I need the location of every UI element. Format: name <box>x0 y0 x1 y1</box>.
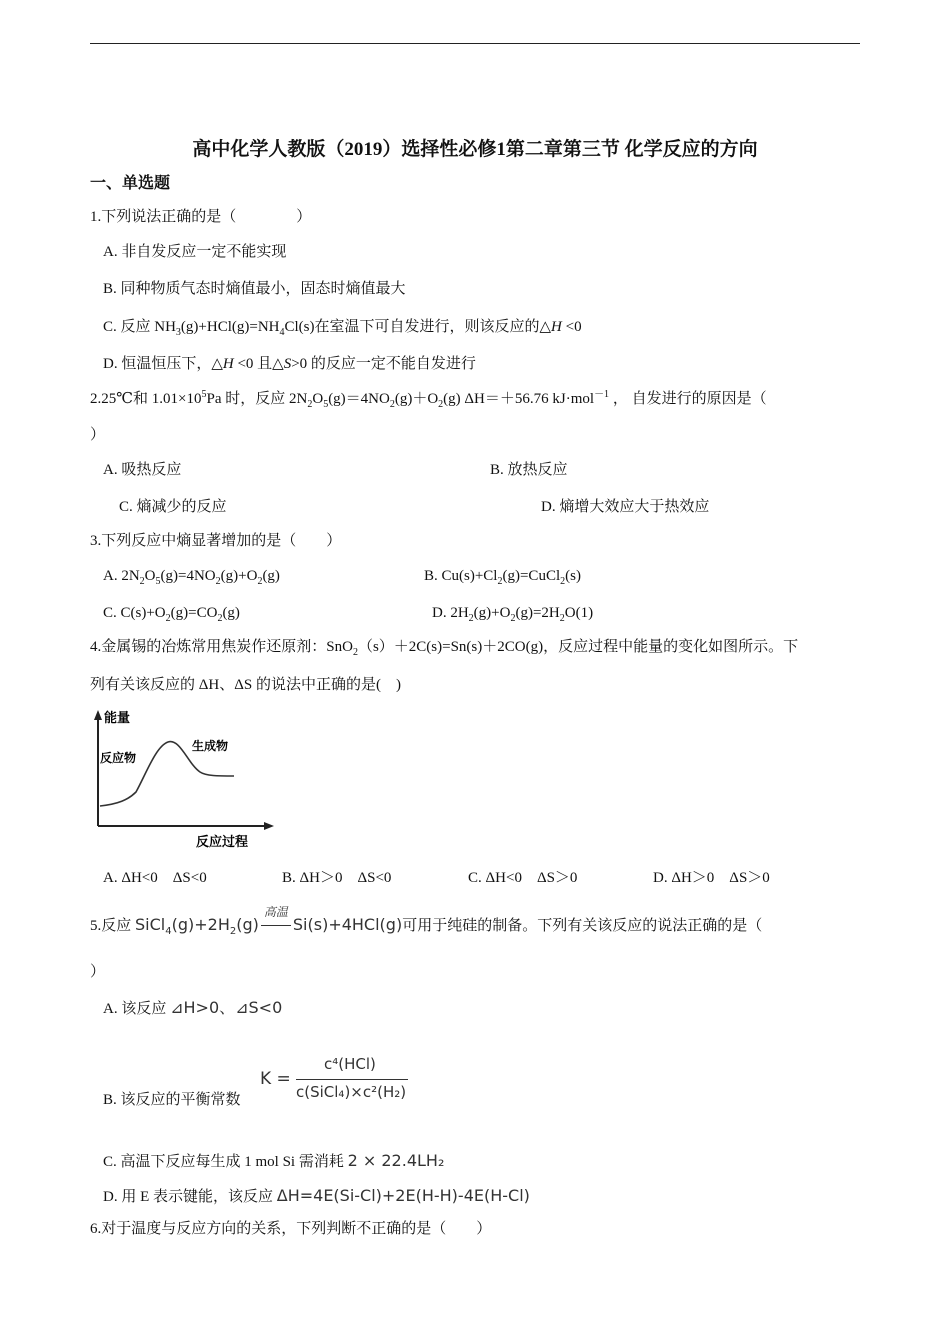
q3-text: O(1) <box>564 605 594 621</box>
q5-eq-part: Si(s)+4HCl(g) <box>292 915 403 934</box>
document-title: 高中化学人教版（2019）选择性必修1第二章第三节 化学反应的方向 <box>192 139 758 160</box>
k-symbol: K = <box>260 1069 291 1089</box>
y-axis-arrow <box>94 710 102 720</box>
q5-text: 可用于纯硅的制备。下列有关该反应的说法正确的是（ <box>402 918 763 934</box>
q1-d-var: H <box>222 356 234 372</box>
q5-eq-sub: 2 <box>229 926 237 938</box>
q5-arrow-condition <box>259 905 293 935</box>
q1-c-sub: 3 <box>175 327 181 338</box>
q5-option-b: B. 该反应的平衡常数 <box>103 1092 241 1108</box>
q5-equals-bar <box>261 925 291 926</box>
q5-text: 5.反应 <box>90 918 136 934</box>
q5-eq-part: SiCl <box>135 915 166 934</box>
q3-text: (g)=2H <box>515 605 560 621</box>
y-axis-label: 能量 <box>104 711 131 726</box>
x-axis-arrow <box>264 822 274 830</box>
q3-text: C. C(s)+O <box>103 605 166 621</box>
q3-option-b <box>424 566 581 586</box>
q3-text: (g)+O <box>473 605 511 621</box>
q3-sub: 2 <box>559 613 565 624</box>
q5-eq-part: (g)+2H <box>171 915 230 934</box>
q1-stem: 1.下列说法正确的是（ ） <box>90 209 312 225</box>
q3-text: (g)+O <box>220 568 258 584</box>
q1-c-text: (g)+HCl(g)=NH <box>180 319 280 335</box>
q4-stem <box>90 637 798 657</box>
equilibrium-constant-formula <box>258 1055 418 1107</box>
q2-sup: 5 <box>201 389 207 400</box>
q1-c-text: Cl(s)在室温下可自发进行，则该反应的△ <box>284 319 552 335</box>
q5-option-c <box>103 1151 444 1172</box>
q3-sub: 5 <box>155 576 161 587</box>
x-axis-label: 反应过程 <box>196 835 249 850</box>
q1-c-var: H <box>551 319 562 335</box>
q5-option-a <box>103 998 282 1019</box>
q2-sub: 5 <box>323 399 329 410</box>
q3-sub: 2 <box>257 576 263 587</box>
q3-text: A. 2N <box>103 568 140 584</box>
q3-sub: 2 <box>468 613 474 624</box>
q3-text: (g)=CO <box>170 605 218 621</box>
q3-text: (g)=CuCl <box>502 568 561 584</box>
q3-text: O <box>144 568 156 584</box>
q4-text: （s）＋2C(s)=Sn(s)＋2CO(g)，反应过程中能量的变化如图所示。下 <box>357 639 799 655</box>
q3-stem: 3.下列反应中熵显著增加的是（ ） <box>90 533 342 549</box>
q2-sup: －1 <box>594 389 610 400</box>
q1-d-text: >0 的反应一定不能自发进行 <box>291 356 476 372</box>
q3-option-d <box>432 603 593 623</box>
q3-text: (s) <box>565 568 581 584</box>
q3-text: (g) <box>222 605 240 621</box>
q1-c-sub: 4 <box>279 327 285 338</box>
k-denominator: c(SiCl₄)×c²(H₂) <box>296 1083 407 1101</box>
q1-option-d <box>103 354 476 374</box>
q1-d-text: D. 恒温恒压下，△ <box>103 356 223 372</box>
q4-option-a: A. ΔH<0 ΔS<0 <box>103 870 207 886</box>
q4-stem-cont: 列有关该反应的 ΔH、ΔS 的说法中正确的是( ) <box>90 677 401 693</box>
q4-option-c: C. ΔH<0 ΔS＞0 <box>468 870 578 886</box>
q1-option-c <box>103 317 582 337</box>
q2-stem <box>90 389 767 409</box>
q2-text: (g) ΔH＝＋56.76 kJ·mol <box>443 391 595 407</box>
header-rule <box>90 43 860 44</box>
q5-c-text: C. 高温下反应每生成 1 mol Si 需消耗 <box>103 1154 348 1170</box>
q2-option-d: D. 熵增大效应大于热效应 <box>541 499 710 515</box>
q2-text: 2.25℃和 1.01×10 <box>90 391 202 407</box>
q2-option-b: B. 放热反应 <box>490 462 568 478</box>
q2-sub: 2 <box>438 399 444 410</box>
q2-text: (g)＝4NO <box>328 391 390 407</box>
q1-c-text: C. 反应 NH <box>103 319 176 335</box>
q5-stem <box>90 905 763 938</box>
q4-option-b: B. ΔH＞0 ΔS<0 <box>282 870 392 886</box>
q1-option-b: B. 同种物质气态时熵值最小，固态时熵值最大 <box>103 281 406 297</box>
q5-equation <box>135 905 403 938</box>
q1-option-a: A. 非自发反应一定不能实现 <box>103 244 287 260</box>
q2-sub: 2 <box>389 399 395 410</box>
q1-c-text: <0 <box>561 319 582 335</box>
q3-text: (g)=4NO <box>160 568 216 584</box>
q5-a-text: A. 该反应 <box>103 1001 171 1017</box>
q2-stem-cont: ） <box>90 427 106 443</box>
reactant-label: 反应物 <box>100 751 137 765</box>
q3-sub: 2 <box>139 576 145 587</box>
q2-text: (g)＋O <box>394 391 439 407</box>
q5-eq-part: (g) <box>236 915 259 934</box>
q5-eq-sub: 4 <box>165 926 172 938</box>
q5-stem-cont: ） <box>90 964 106 980</box>
q3-option-a <box>103 566 280 586</box>
q4-text: 4.金属锡的冶炼常用焦炭作还原剂：SnO <box>90 639 353 655</box>
q3-sub: 2 <box>165 613 171 624</box>
product-label: 生成物 <box>192 739 229 753</box>
q4-sub: 2 <box>352 647 358 658</box>
q2-text: O <box>312 391 324 407</box>
q3-option-c <box>103 603 240 623</box>
q5-condition-label: 高温 <box>263 905 288 919</box>
q5-a-formula: ⊿H>0、⊿S<0 <box>170 998 283 1017</box>
q1-d-var: S <box>283 356 292 372</box>
fraction-bar <box>296 1079 408 1080</box>
q3-sub: 2 <box>497 576 503 587</box>
q3-text: B. Cu(s)+Cl <box>424 568 498 584</box>
q6-stem: 6.对于温度与反应方向的关系，下列判断不正确的是（ ） <box>90 1221 492 1237</box>
q2-option-c: C. 熵减少的反应 <box>119 499 227 515</box>
q1-d-text: <0 且△ <box>233 356 284 372</box>
q5-c-formula: 2 × 22.4LH₂ <box>347 1151 445 1170</box>
q3-text: (g) <box>262 568 280 584</box>
q2-text: Pa 时，反应 2N <box>206 391 308 407</box>
q3-sub: 2 <box>510 613 516 624</box>
q2-sub: 2 <box>307 399 313 410</box>
k-numerator: c⁴(HCl) <box>324 1055 376 1073</box>
q3-text: D. 2H <box>432 605 469 621</box>
q2-option-a: A. 吸热反应 <box>103 462 182 478</box>
q2-text: ， 自发进行的原因是（ <box>609 391 767 407</box>
q4-option-d: D. ΔH＞0 ΔS＞0 <box>653 870 770 886</box>
q5-d-formula: ΔH=4E(Si-Cl)+2E(H-H)-4E(H-Cl) <box>276 1186 530 1205</box>
energy-diagram <box>88 704 278 854</box>
section-heading: 一、单选题 <box>90 175 171 192</box>
q3-sub: 2 <box>560 576 566 587</box>
q3-sub: 2 <box>217 613 223 624</box>
q3-sub: 2 <box>215 576 221 587</box>
q5-option-d <box>103 1186 530 1207</box>
q5-d-text: D. 用 E 表示键能，该反应 <box>103 1189 277 1205</box>
